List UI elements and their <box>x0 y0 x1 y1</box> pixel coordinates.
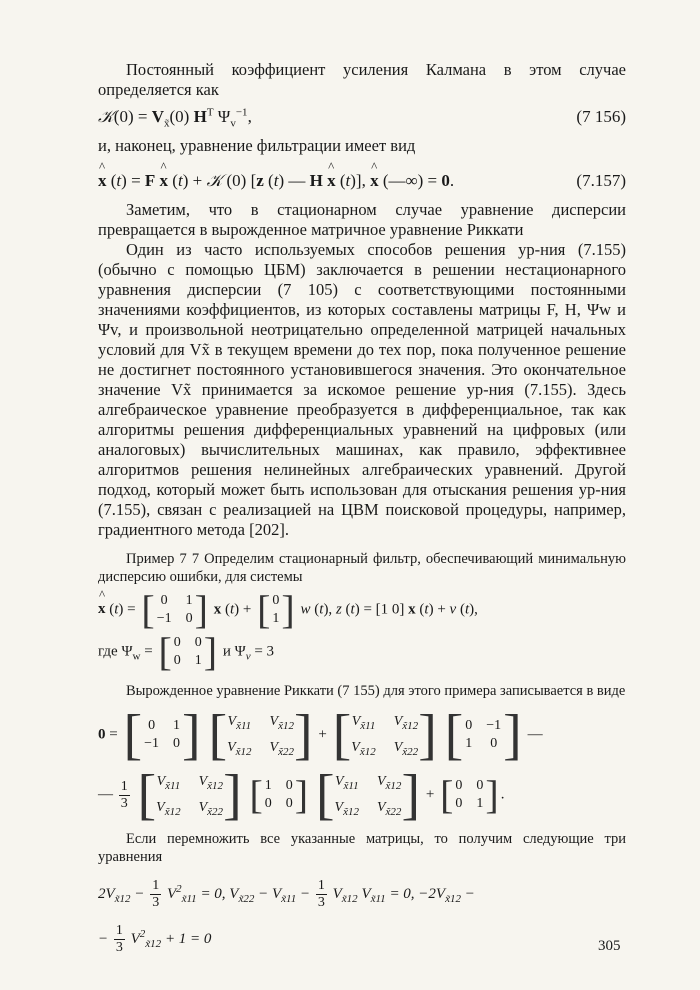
fraction-one-third: $\frac{1}{3}$ <box>317 878 325 910</box>
page-body <box>98 56 626 956</box>
matrix-A: [ 0 1 −1 0 ] <box>123 704 201 766</box>
system-equation: ^ x (t) = [ 0 1 −1 0 ] x (t) + [ 0 1 ] w (t), z (t) = [1 0] x (t) + v (t), <box>98 592 626 628</box>
paragraph-filter-intro: и, наконец, уравнение фильтрации имеет вид <box>98 136 416 155</box>
eq-156-lhs: 𝒦(0) = $V_{x̃}(0)$ $H^T$ $\Psi_v^{-1}$, <box>98 106 252 130</box>
matrix-A-transpose: [ 0 −1 1 0 ] <box>444 704 522 766</box>
matrix-G: [ 0 1 ] <box>257 587 295 632</box>
fraction-one-third: $\frac{1}{3}$ <box>120 778 128 811</box>
matrix-V: [ $V_{x̃11}$ $V_{x̃12}$ $V_{x̃12}$ $V_{x̃22}$ ] <box>315 764 421 826</box>
riccati-intro: Вырожденное уравнение Риккати (7 155) для этого примера записывается в виде <box>126 683 626 699</box>
matrix-F: [ 0 1 −1 0 ] <box>141 587 208 632</box>
noise-matrices: где $\Psi_w$ = [ 0 0 0 1 ] и $\Psi_v = 3$ <box>98 629 275 674</box>
matrix-HtH: [ 1 0 0 0 ] <box>249 772 309 817</box>
matrix-Q: [ 0 0 0 1 ] <box>440 772 499 817</box>
paragraph-kalman-gain: Постоянный коэффициент усиления Калмана в этом случае определяется как <box>98 60 626 99</box>
equation-7-157 <box>98 170 626 192</box>
matrix-V: [ $V_{x̃11}$ $V_{x̃12}$ $V_{x̃12}$ $V_{x̃22}$ ] <box>208 704 313 766</box>
riccati-line-1: 0 = [ 0 1 −1 0 ] [ $V_{x̃11}$ $V_{x̃12}$ $V_{x̃12}$ $V_{x̃22}$ ] + [ $V_{x̃11}$ $V_{x̃12}$ $V_{x̃12}$ $V_{x̃22}$ ] [ 0 −1 1 0 ] — <box>98 704 543 766</box>
result-equations-2: − $\frac{1}{3}$ $V^2_{x̃12} + 1 = 0$ <box>98 923 212 955</box>
riccati-line-2: — $\frac{1}{3}$ [ $V_{x̃11}$ $V_{x̃12}$ $V_{x̃12}$ $V_{x̃22}$ ] [ 1 0 0 0 ] [ $V_{x̃11}$ $V_{x̃12}$ $V_{x̃12}$ $V_{x̃22}$ ] + [ 0 0 0 1 ] . <box>98 764 505 826</box>
equation-number: (7 156) <box>576 107 626 126</box>
eq-157-body: ^ x (t) = F ^ x (t) + 𝒦 (0) [z (t) — H ^ x (t)], ^ x (—∞) = 0. <box>98 171 454 190</box>
fraction-one-third: $\frac{1}{3}$ <box>152 878 160 910</box>
equation-7-156 <box>98 106 626 128</box>
equation-number: (7.157) <box>576 171 626 190</box>
matrix-V: [ $V_{x̃11}$ $V_{x̃12}$ $V_{x̃12}$ $V_{x̃22}$ ] <box>137 764 242 826</box>
matrix-psi-w: [ 0 0 0 1 ] <box>158 629 218 674</box>
paragraph-riccati-note: Заметим, что в стационарном случае уравнение дисперсии превращается в вырожденное матричное уравнение Риккати <box>98 200 626 239</box>
example-7-7: Пример 7 7 Определим стационарный фильтр, обеспечивающий минимальную дисперсию ошибки, для системы <box>98 551 626 585</box>
paragraph-solution-methods: Один из часто используемых способов решения ур-ния (7.155) (обычно с помощью ЦБМ) заключается в решении нестационарного уравнения дисперсии (7 105) с соответствующими постоянными значениями коэффициентов, из которых составлены матрицы F, H, Ψw и Ψv, и произвольной неотрицательно определенной матрицей начальных условий для Vx̃ в текущем времени до тех пор, пока полученное решение не достигнет постоянного установившегося значения. Это окончательное значение Vx̃ принимается за искомое решение ур-ния (7.155). Здесь алгебраическое уравнение преобразуется в дифференциальное, так как алгоритмы решения дифференциальных уравнений на цифровых (или аналоговых) вычислительных машинах, как правило, эффективнее алгоритмов решения нелинейных алгебраических уравнений. Другой подход, который может быть использован для отыскания решения ур-ния (7.155), связан с реализацией на ЦВМ поисковой процедуры, например, градиентного метода [202]. <box>98 240 626 539</box>
result-equations-1: $2V_{x̃12}$ − $\frac{1}{3}$ $V^2_{x̃11} = 0$, $V_{x̃22} - V_{x̃11}$ − $\frac{1}{3}$ $V_{x̃12}$ $V_{x̃11} = 0$, $-2V_{x̃12}$ − <box>98 878 475 910</box>
fraction-one-third: $\frac{1}{3}$ <box>115 923 123 955</box>
result-intro: Если перемножить все указанные матрицы, то получим следующие три уравнения <box>98 831 626 865</box>
matrix-V: [ $V_{x̃11}$ $V_{x̃12}$ $V_{x̃12}$ $V_{x̃22}$ ] <box>332 704 437 766</box>
page-number: 305 <box>598 938 621 954</box>
